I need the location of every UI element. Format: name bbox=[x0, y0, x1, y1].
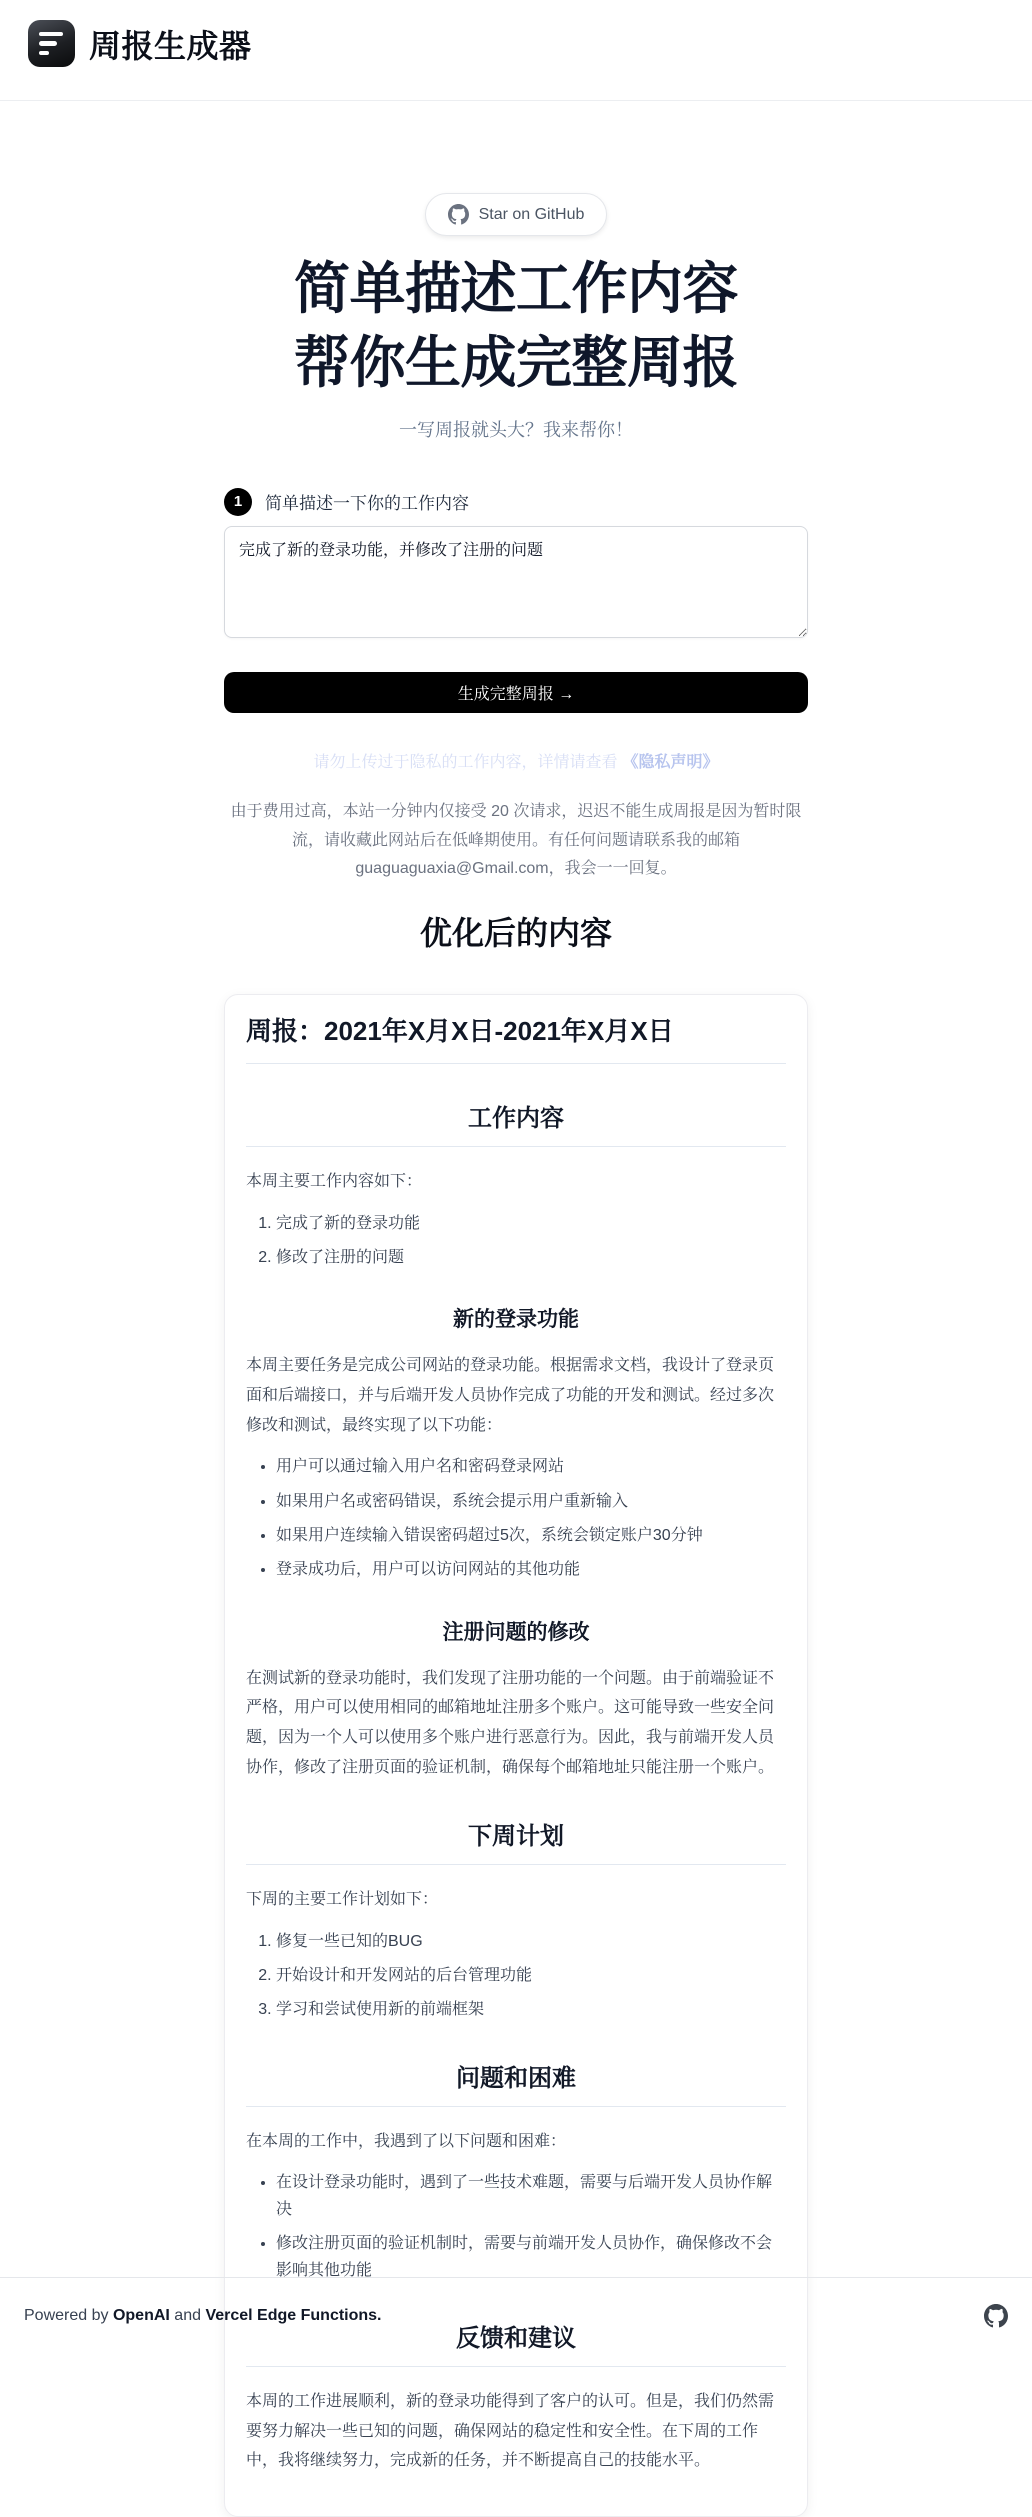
privacy-note-text: 请勿上传过于隐私的工作内容，详情请查看 bbox=[313, 753, 618, 771]
list-item: • 用户可以通过输入用户名和密码登录网站 bbox=[276, 1454, 786, 1480]
report-paragraph: 在测试新的登录功能时，我们发现了注册功能的一个问题。由于前端验证不严格，用户可以使用相同的邮箱地址注册多个账户。这可能导致一些安全问题，因为一个人可以使用多个账户进行恶意行为。因此，我与前端开发人员协作，修改了注册页面的验证机制，确保每个邮箱地址只能注册一个账户。 bbox=[246, 1669, 775, 1776]
footer-credits bbox=[24, 2307, 382, 2325]
report-section-heading-problems: 问题和困难 bbox=[246, 2058, 786, 2107]
star-on-github-button[interactable] bbox=[425, 193, 608, 236]
hero-subtitle: 一写周报就头大？我来帮你！ bbox=[399, 419, 633, 440]
report-title: 周报：2021年X月X日-2021年X月X日 bbox=[246, 1015, 786, 1064]
list-item: 2. 修改了注册的问题 bbox=[276, 1245, 786, 1271]
step-1-row bbox=[224, 488, 808, 516]
report-bullet-list-problems bbox=[246, 2170, 786, 2284]
report-section-heading-nextweek: 下周计划 bbox=[246, 1816, 786, 1865]
list-item: • 修改注册页面的验证机制时，需要与前端开发人员协作，确保修改不会影响其他功能 bbox=[276, 2231, 786, 2284]
main-content bbox=[224, 101, 808, 2517]
rate-limit-note: 由于费用过高，本站一分钟内仅接受 20 次请求，迟迟不能生成周报是因为暂时限流，请收藏此网站后在低峰期使用。有任何问题请联系我的邮箱 guaguaguaxia@Gmail.com，我会一一回复。 bbox=[230, 802, 802, 878]
app-logo-report-lines-icon bbox=[28, 20, 75, 67]
report-section-heading-login: 新的登录功能 bbox=[453, 1308, 579, 1332]
page-footer bbox=[0, 2277, 1032, 2362]
github-icon[interactable] bbox=[984, 2304, 1008, 2328]
report-bullet-list-login bbox=[246, 1454, 786, 1584]
work-description-input[interactable] bbox=[224, 526, 808, 638]
list-item: 2. 开始设计和开发网站的后台管理功能 bbox=[276, 1963, 786, 1989]
report-ordered-list-nextweek bbox=[246, 1929, 786, 2024]
hero-title-line1: 简单描述工作内容 bbox=[294, 257, 738, 320]
list-item: • 登录成功后，用户可以访问网站的其他功能 bbox=[276, 1557, 786, 1583]
openai-link[interactable]: OpenAI bbox=[112, 2307, 170, 2324]
star-button-label: Star on GitHub bbox=[478, 205, 585, 223]
list-item: • 如果用户连续输入错误密码超过5次，系统会锁定账户30分钟 bbox=[276, 1523, 786, 1549]
privacy-policy-link[interactable]: 《隐私声明》 bbox=[622, 753, 719, 771]
hero-title bbox=[224, 252, 808, 400]
report-section-heading-feedback: 反馈和建议 bbox=[246, 2318, 786, 2367]
step-label: 简单描述一下你的工作内容 bbox=[265, 494, 469, 514]
report-paragraph: 在本周的工作中，我遇到了以下问题和困难： bbox=[246, 2132, 567, 2150]
result-section-title: 优化后的内容 bbox=[419, 915, 612, 952]
list-item: 3. 学习和尝试使用新的前端框架 bbox=[276, 1997, 786, 2023]
report-ordered-list-work bbox=[246, 1211, 786, 1272]
report-paragraph: 本周的工作进展顺利，新的登录功能得到了客户的认可。但是，我们仍然需要努力解决一些已知的问题，确保网站的稳定性和安全性。在下周的工作中，我将继续努力，完成新的任务，并不断提高自己的技能水平。 bbox=[246, 2393, 775, 2470]
list-item: 1. 完成了新的登录功能 bbox=[276, 1211, 786, 1237]
report-paragraph: 下周的主要工作计划如下： bbox=[246, 1891, 439, 1909]
list-item: • 在设计登录功能时，遇到了一些技术难题，需要与后端开发人员协作解决 bbox=[276, 2170, 786, 2223]
report-section-heading-register: 注册问题的修改 bbox=[442, 1620, 590, 1644]
app-header bbox=[0, 0, 1032, 101]
report-section-heading-work: 工作内容 bbox=[246, 1098, 786, 1147]
footer-powered-by: Powered by bbox=[24, 2307, 109, 2324]
step-number-badge: 1 bbox=[224, 488, 252, 516]
privacy-note bbox=[224, 749, 808, 772]
github-icon bbox=[448, 204, 469, 225]
vercel-link[interactable]: Vercel Edge Functions. bbox=[205, 2307, 382, 2324]
list-item: • 如果用户名或密码错误，系统会提示用户重新输入 bbox=[276, 1489, 786, 1515]
footer-and: and bbox=[174, 2307, 201, 2324]
list-item: 1. 修复一些已知的BUG bbox=[276, 1929, 786, 1955]
app-title: 周报生成器 bbox=[89, 27, 252, 64]
hero-title-line2: 帮你生成完整周报 bbox=[294, 330, 738, 394]
report-paragraph: 本周主要任务是完成公司网站的登录功能。根据需求文档，我设计了登录页面和后端接口，并与后端开发人员协作完成了功能的开发和测试。经过多次修改和测试，最终实现了以下功能： bbox=[246, 1357, 775, 1434]
generate-report-button[interactable]: 生成完整周报 → bbox=[224, 672, 808, 713]
report-paragraph: 本周主要工作内容如下： bbox=[246, 1173, 423, 1190]
